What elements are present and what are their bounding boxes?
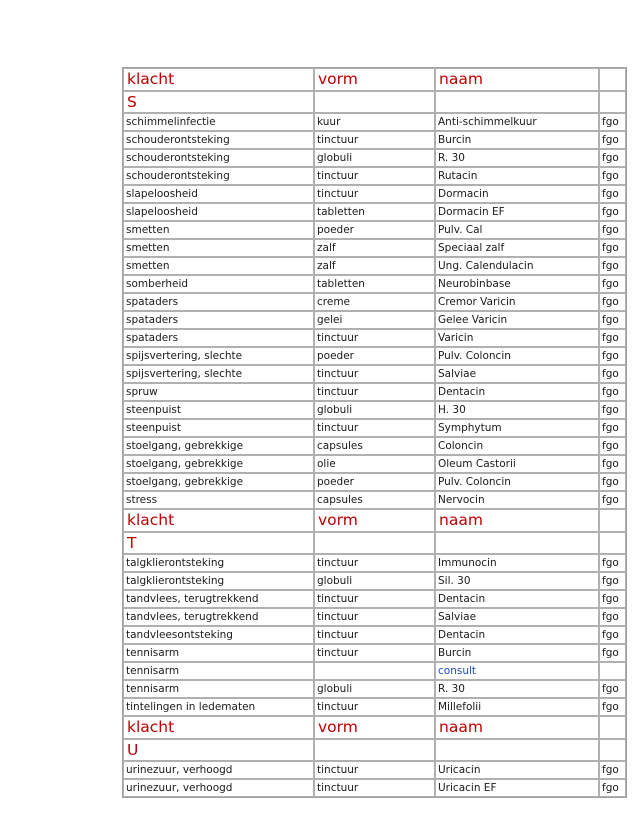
table-row (123, 185, 626, 203)
table-row (123, 437, 626, 455)
table-row (123, 608, 626, 626)
cell-extra: fgo (599, 779, 626, 797)
column-header-row (123, 68, 626, 91)
cell-extra: fgo (599, 149, 626, 167)
table-row (123, 149, 626, 167)
table-row (123, 455, 626, 473)
cell-vorm: tabletten (314, 275, 435, 293)
cell-klacht: tandvlees, terugtrekkend (123, 608, 314, 626)
table-row (123, 626, 626, 644)
empty-cell (599, 739, 626, 761)
table-row (123, 347, 626, 365)
cell-klacht: spataders (123, 311, 314, 329)
table-row (123, 293, 626, 311)
cell-vorm: tinctuur (314, 644, 435, 662)
table-row (123, 275, 626, 293)
cell-vorm: tinctuur (314, 779, 435, 797)
cell-vorm: tabletten (314, 203, 435, 221)
cell-extra: fgo (599, 626, 626, 644)
column-header-naam: naam (435, 509, 599, 532)
cell-naam: Burcin (435, 644, 599, 662)
cell-extra: fgo (599, 419, 626, 437)
cell-extra: fgo (599, 473, 626, 491)
cell-naam: Uricacin EF (435, 779, 599, 797)
cell-extra: fgo (599, 761, 626, 779)
section-letter: T (123, 532, 314, 554)
table-row (123, 221, 626, 239)
cell-extra: fgo (599, 131, 626, 149)
cell-naam: Pulv. Cal (435, 221, 599, 239)
column-header-klacht: klacht (123, 716, 314, 739)
cell-extra: fgo (599, 680, 626, 698)
cell-klacht: tennisarm (123, 644, 314, 662)
cell-extra: fgo (599, 608, 626, 626)
cell-vorm: olie (314, 455, 435, 473)
cell-klacht: urinezuur, verhoogd (123, 761, 314, 779)
cell-naam: Cremor Varicin (435, 293, 599, 311)
cell-klacht: schouderontsteking (123, 131, 314, 149)
empty-cell (314, 532, 435, 554)
cell-naam: Pulv. Coloncin (435, 347, 599, 365)
section-letter-row (123, 91, 626, 113)
cell-extra: fgo (599, 113, 626, 131)
empty-cell (435, 739, 599, 761)
cell-naam (435, 662, 599, 680)
cell-extra: fgo (599, 437, 626, 455)
cell-klacht: slapeloosheid (123, 203, 314, 221)
cell-vorm: capsules (314, 491, 435, 509)
cell-extra: fgo (599, 203, 626, 221)
cell-naam: Dormacin EF (435, 203, 599, 221)
column-header-naam: naam (435, 68, 599, 91)
cell-vorm: tinctuur (314, 419, 435, 437)
cell-extra: fgo (599, 221, 626, 239)
section-letter: U (123, 739, 314, 761)
cell-vorm: zalf (314, 257, 435, 275)
empty-cell (314, 91, 435, 113)
consult-link[interactable]: consult (438, 665, 477, 677)
table-row (123, 662, 626, 680)
table-row (123, 167, 626, 185)
cell-naam: Sil. 30 (435, 572, 599, 590)
cell-naam: Coloncin (435, 437, 599, 455)
cell-klacht: spataders (123, 293, 314, 311)
section-letter: S (123, 91, 314, 113)
cell-naam: Salviae (435, 365, 599, 383)
table-row (123, 590, 626, 608)
cell-vorm: globuli (314, 149, 435, 167)
cell-naam: Dormacin (435, 185, 599, 203)
cell-klacht: spijsvertering, slechte (123, 365, 314, 383)
empty-cell (435, 532, 599, 554)
cell-extra: fgo (599, 698, 626, 716)
cell-extra: fgo (599, 239, 626, 257)
cell-extra: fgo (599, 329, 626, 347)
cell-klacht: tintelingen in ledematen (123, 698, 314, 716)
cell-naam: Pulv. Coloncin (435, 473, 599, 491)
cell-extra: fgo (599, 401, 626, 419)
cell-klacht: slapeloosheid (123, 185, 314, 203)
cell-extra: fgo (599, 491, 626, 509)
cell-vorm: tinctuur (314, 329, 435, 347)
cell-vorm: gelei (314, 311, 435, 329)
table-row (123, 572, 626, 590)
cell-klacht: steenpuist (123, 401, 314, 419)
cell-naam: Uricacin (435, 761, 599, 779)
cell-naam: Burcin (435, 131, 599, 149)
cell-vorm: tinctuur (314, 365, 435, 383)
column-header-klacht: klacht (123, 509, 314, 532)
table-row (123, 491, 626, 509)
cell-naam: Ung. Calendulacin (435, 257, 599, 275)
empty-cell (314, 739, 435, 761)
table-row (123, 761, 626, 779)
cell-vorm: tinctuur (314, 698, 435, 716)
cell-naam: Symphytum (435, 419, 599, 437)
table-row (123, 554, 626, 572)
cell-vorm: poeder (314, 473, 435, 491)
cell-extra: fgo (599, 365, 626, 383)
table-row (123, 113, 626, 131)
cell-klacht: spataders (123, 329, 314, 347)
cell-naam: Dentacin (435, 590, 599, 608)
empty-cell (599, 91, 626, 113)
cell-klacht: smetten (123, 221, 314, 239)
table-row (123, 257, 626, 275)
cell-klacht: schouderontsteking (123, 149, 314, 167)
cell-extra (599, 662, 626, 680)
cell-vorm: tinctuur (314, 608, 435, 626)
cell-klacht: smetten (123, 257, 314, 275)
cell-extra: fgo (599, 644, 626, 662)
column-header-extra (599, 716, 626, 739)
cell-naam: Millefolii (435, 698, 599, 716)
cell-naam: R. 30 (435, 680, 599, 698)
cell-extra: fgo (599, 311, 626, 329)
cell-extra: fgo (599, 185, 626, 203)
cell-vorm: tinctuur (314, 167, 435, 185)
table-row (123, 401, 626, 419)
table-row (123, 239, 626, 257)
cell-naam: Dentacin (435, 383, 599, 401)
cell-klacht: urinezuur, verhoogd (123, 779, 314, 797)
cell-klacht: smetten (123, 239, 314, 257)
table-row (123, 419, 626, 437)
table-row (123, 779, 626, 797)
cell-klacht: tennisarm (123, 662, 314, 680)
table-row (123, 680, 626, 698)
empty-cell (435, 91, 599, 113)
table-row (123, 365, 626, 383)
cell-vorm: tinctuur (314, 590, 435, 608)
remedy-table-body (123, 68, 626, 797)
column-header-row (123, 509, 626, 532)
cell-extra: fgo (599, 383, 626, 401)
cell-klacht: tennisarm (123, 680, 314, 698)
cell-extra: fgo (599, 455, 626, 473)
cell-klacht: tandvlees, terugtrekkend (123, 590, 314, 608)
cell-klacht: talgklierontsteking (123, 554, 314, 572)
cell-klacht: stoelgang, gebrekkige (123, 473, 314, 491)
cell-vorm: creme (314, 293, 435, 311)
cell-vorm: globuli (314, 680, 435, 698)
cell-klacht: stoelgang, gebrekkige (123, 437, 314, 455)
cell-vorm: globuli (314, 572, 435, 590)
table-row (123, 644, 626, 662)
cell-naam: Neurobinbase (435, 275, 599, 293)
column-header-vorm: vorm (314, 509, 435, 532)
cell-extra: fgo (599, 590, 626, 608)
cell-klacht: somberheid (123, 275, 314, 293)
remedy-table-container (122, 67, 627, 798)
table-row (123, 383, 626, 401)
column-header-extra (599, 509, 626, 532)
cell-naam: Nervocin (435, 491, 599, 509)
cell-naam: Salviae (435, 608, 599, 626)
cell-vorm: poeder (314, 221, 435, 239)
table-row (123, 329, 626, 347)
cell-vorm: tinctuur (314, 761, 435, 779)
cell-naam: Oleum Castorii (435, 455, 599, 473)
table-row (123, 311, 626, 329)
section-letter-row (123, 532, 626, 554)
cell-klacht: tandvleesontsteking (123, 626, 314, 644)
cell-vorm: tinctuur (314, 383, 435, 401)
cell-naam: Anti-schimmelkuur (435, 113, 599, 131)
column-header-naam: naam (435, 716, 599, 739)
column-header-extra (599, 68, 626, 91)
column-header-row (123, 716, 626, 739)
cell-extra: fgo (599, 275, 626, 293)
table-row (123, 203, 626, 221)
cell-naam: Immunocin (435, 554, 599, 572)
cell-vorm: poeder (314, 347, 435, 365)
cell-klacht: schouderontsteking (123, 167, 314, 185)
cell-extra: fgo (599, 257, 626, 275)
cell-vorm: tinctuur (314, 185, 435, 203)
cell-vorm (314, 662, 435, 680)
cell-klacht: stoelgang, gebrekkige (123, 455, 314, 473)
cell-klacht: talgklierontsteking (123, 572, 314, 590)
column-header-vorm: vorm (314, 68, 435, 91)
cell-vorm: tinctuur (314, 626, 435, 644)
cell-vorm: tinctuur (314, 131, 435, 149)
cell-klacht: spruw (123, 383, 314, 401)
cell-extra: fgo (599, 572, 626, 590)
cell-vorm: kuur (314, 113, 435, 131)
cell-naam: Dentacin (435, 626, 599, 644)
cell-extra: fgo (599, 167, 626, 185)
table-row (123, 131, 626, 149)
cell-naam: R. 30 (435, 149, 599, 167)
cell-klacht: schimmelinfectie (123, 113, 314, 131)
cell-vorm: capsules (314, 437, 435, 455)
cell-naam: Varicin (435, 329, 599, 347)
column-header-klacht: klacht (123, 68, 314, 91)
cell-naam: H. 30 (435, 401, 599, 419)
cell-extra: fgo (599, 293, 626, 311)
cell-naam: Gelee Varicin (435, 311, 599, 329)
cell-klacht: steenpuist (123, 419, 314, 437)
cell-vorm: tinctuur (314, 554, 435, 572)
table-row (123, 698, 626, 716)
remedy-table (122, 67, 627, 798)
cell-klacht: spijsvertering, slechte (123, 347, 314, 365)
cell-vorm: zalf (314, 239, 435, 257)
cell-extra: fgo (599, 554, 626, 572)
cell-naam: Rutacin (435, 167, 599, 185)
cell-naam: Speciaal zalf (435, 239, 599, 257)
cell-klacht: stress (123, 491, 314, 509)
cell-extra: fgo (599, 347, 626, 365)
cell-vorm: globuli (314, 401, 435, 419)
section-letter-row (123, 739, 626, 761)
empty-cell (599, 532, 626, 554)
column-header-vorm: vorm (314, 716, 435, 739)
table-row (123, 473, 626, 491)
